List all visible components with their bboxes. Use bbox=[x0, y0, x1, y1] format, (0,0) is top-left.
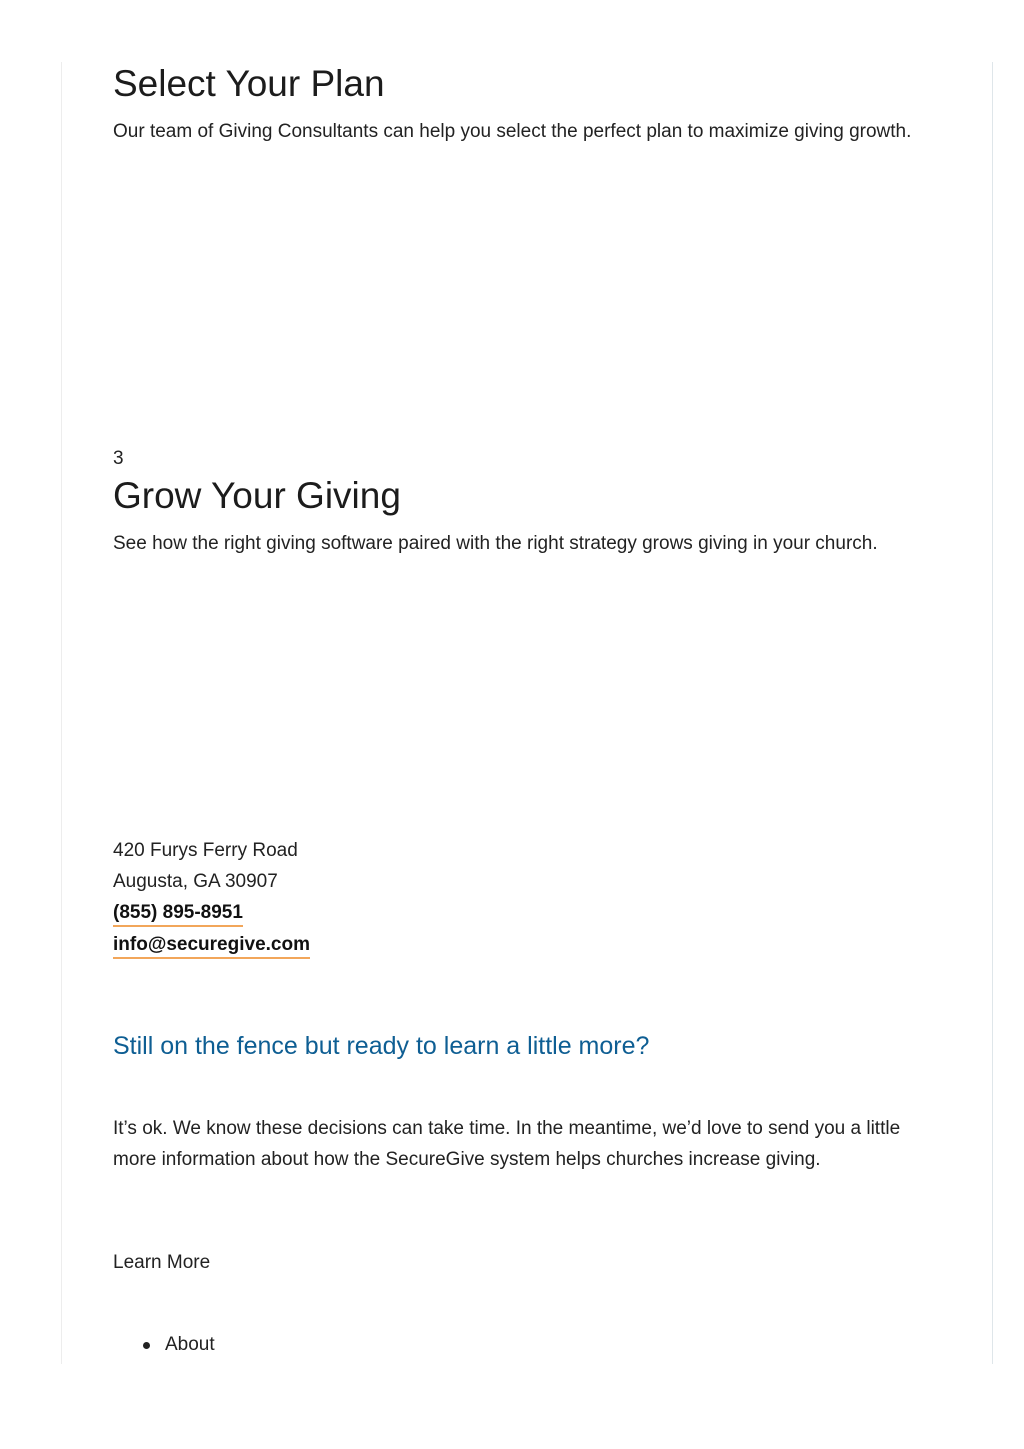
contact-block bbox=[113, 835, 310, 961]
email-link[interactable]: info@securegive.com bbox=[113, 933, 310, 959]
fence-heading: Still on the fence but ready to learn a little more? bbox=[113, 1032, 650, 1060]
address-line-2: Augusta, GA 30907 bbox=[113, 871, 278, 892]
footer-nav-item-about[interactable] bbox=[113, 1331, 215, 1359]
grow-giving-heading: Grow Your Giving bbox=[113, 475, 401, 516]
phone-row bbox=[113, 897, 310, 929]
address-line-1: 420 Furys Ferry Road bbox=[113, 840, 298, 861]
fence-body: It’s ok. We know these decisions can take time. In the meantime, we’d love to send you a little more information about how the SecureGive system helps churches increase giving. bbox=[113, 1118, 901, 1170]
select-plan-description: Our team of Giving Consultants can help you select the perfect plan to maximize giving growth. bbox=[113, 121, 912, 142]
learn-more-button[interactable]: Learn More bbox=[113, 1252, 211, 1273]
phone-link[interactable]: (855) 895-8951 bbox=[113, 901, 243, 927]
footer-nav bbox=[113, 1331, 215, 1359]
select-plan-heading: Select Your Plan bbox=[113, 63, 385, 104]
footer-nav-link-about[interactable]: About bbox=[165, 1334, 215, 1355]
grow-giving-description: See how the right giving software paired with the right strategy grows giving in your church. bbox=[113, 533, 878, 554]
email-row bbox=[113, 929, 310, 961]
bullet-icon bbox=[143, 1342, 150, 1349]
step-number: 3 bbox=[113, 448, 124, 469]
